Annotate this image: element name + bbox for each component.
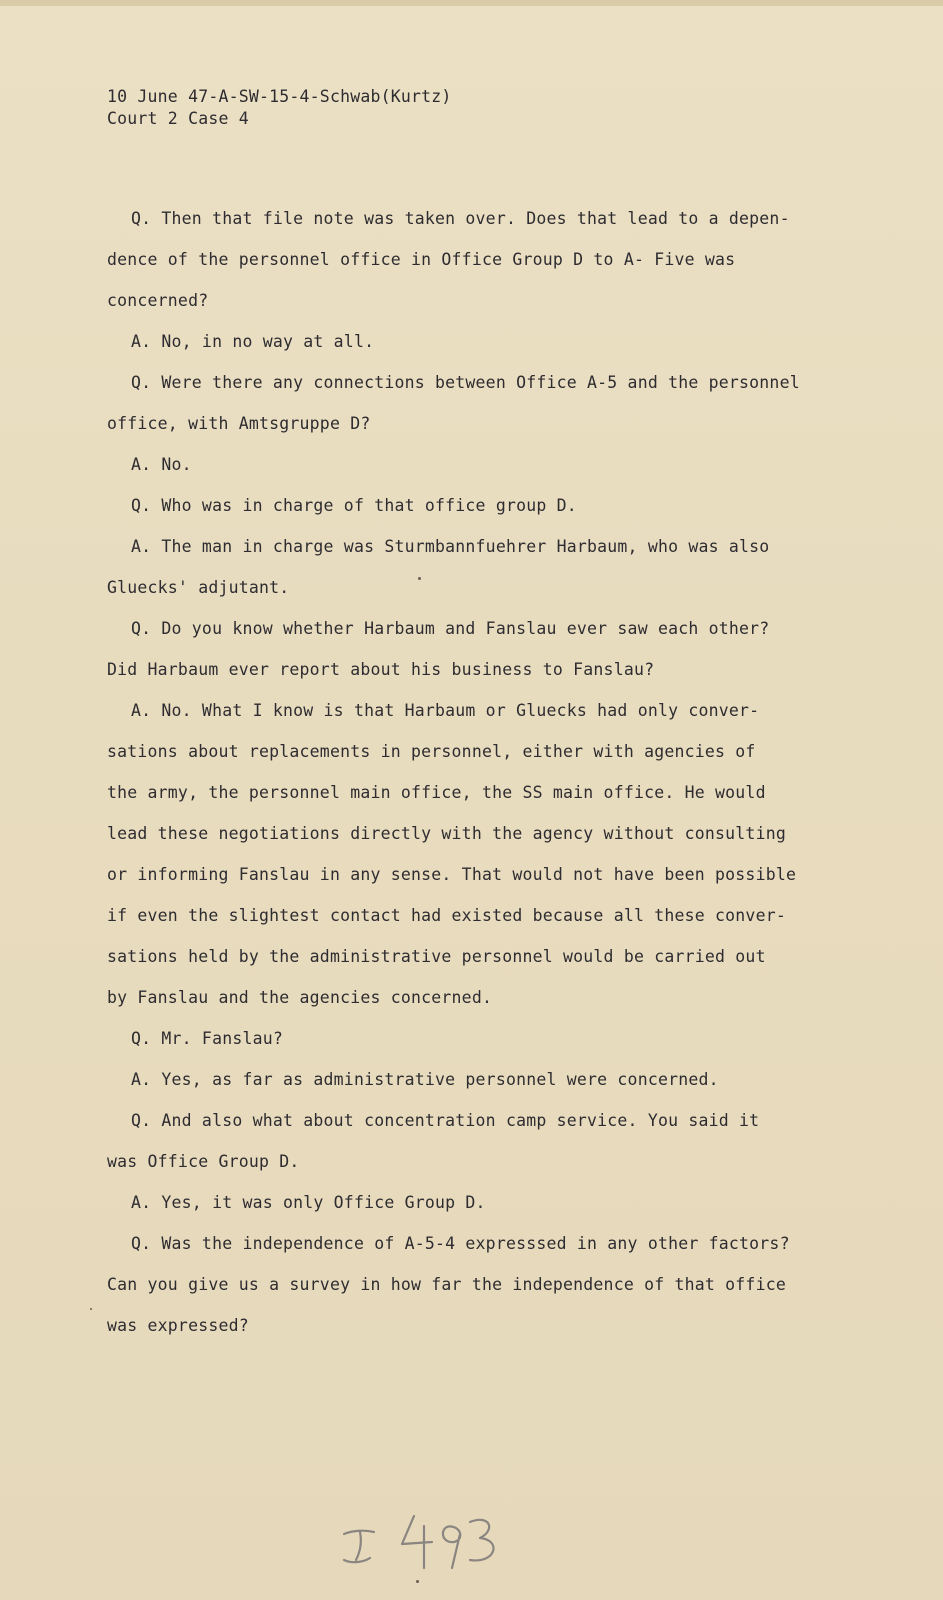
transcript-line: Can you give us a survey in how far the independence of that office [107, 1275, 786, 1294]
transcript-line: was Office Group D. [107, 1152, 300, 1171]
transcript-line: A. No. [131, 455, 192, 474]
transcript-line: was expressed? [107, 1316, 249, 1335]
transcript-line: sations about replacements in personnel, either with agencies of [107, 742, 756, 761]
header-date-reference: 10 June 47-A-SW-15-4-Schwab(Kurtz) [107, 87, 452, 106]
transcript-line: Q. Who was in charge of that office group D. [131, 496, 577, 515]
transcript-line: Gluecks' adjutant. [107, 578, 290, 597]
transcript-line: A. No. What I know is that Harbaum or Gluecks had only conver- [131, 701, 760, 720]
transcript-line: Q. Mr. Fanslau? [131, 1029, 284, 1048]
transcript-line: A. Yes, it was only Office Group D. [131, 1193, 486, 1212]
transcript-line: the army, the personnel main office, the SS main office. He would [107, 783, 766, 802]
transcript-line: Q. Was the independence of A-5-4 expresssed in any other factors? [131, 1234, 790, 1253]
document-header [107, 86, 452, 130]
transcript-line: Did Harbaum ever report about his business to Fanslau? [107, 660, 655, 679]
transcript-line: A. Yes, as far as administrative personnel were concerned. [131, 1070, 719, 1089]
transcript-line: Q. Then that file note was taken over. Does that lead to a depen- [131, 209, 790, 228]
header-court-case: Court 2 Case 4 [107, 109, 249, 128]
transcript-line: dence of the personnel office in Office Group D to A- Five was [107, 250, 736, 269]
transcript-line: Q. And also what about concentration camp service. You said it [131, 1111, 760, 1130]
paper-speck [90, 1308, 92, 1310]
transcript-line: A. No, in no way at all. [131, 332, 375, 351]
transcript-line: concerned? [107, 291, 209, 310]
transcript-line: Q. Were there any connections between Office A-5 and the personnel [131, 373, 800, 392]
transcript-body [107, 208, 917, 1356]
page-edge [0, 0, 943, 6]
transcript-line: if even the slightest contact had existed because all these conver- [107, 906, 786, 925]
transcript-line: A. The man in charge was Sturmbannfuehrer Harbaum, who was also [131, 537, 770, 556]
transcript-line: Q. Do you know whether Harbaum and Fanslau ever saw each other? [131, 619, 770, 638]
transcript-line: lead these negotiations directly with the agency without consulting [107, 824, 786, 843]
transcript-line: sations held by the administrative personnel would be carried out [107, 947, 766, 966]
handwritten-page-number [340, 1512, 510, 1572]
paper-speck [416, 1580, 419, 1583]
transcript-line: or informing Fanslau in any sense. That would not have been possible [107, 865, 797, 884]
paper-speck [418, 577, 421, 580]
transcript-line: by Fanslau and the agencies concerned. [107, 988, 493, 1007]
transcript-line: office, with Amtsgruppe D? [107, 414, 371, 433]
